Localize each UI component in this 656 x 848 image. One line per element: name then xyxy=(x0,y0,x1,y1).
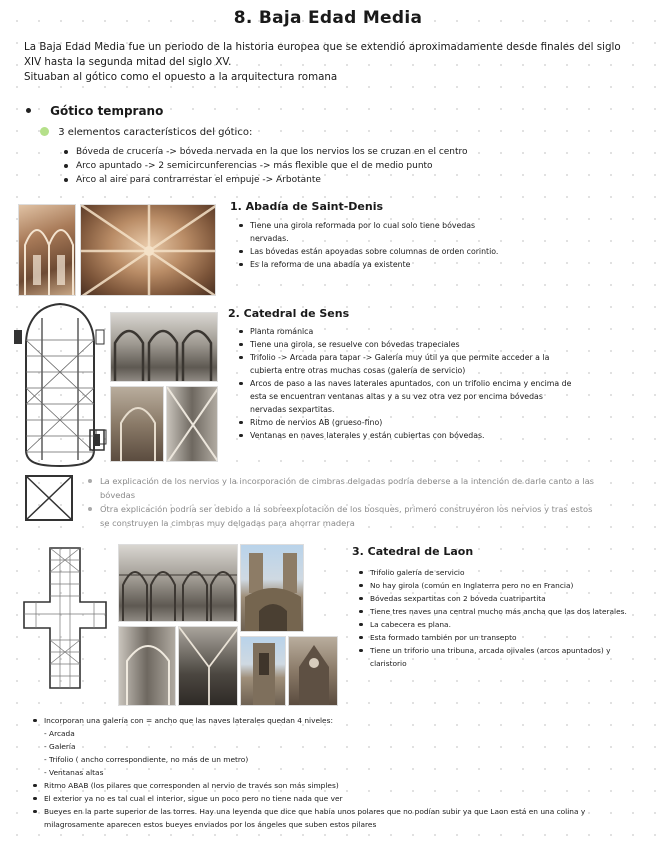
intro-paragraph xyxy=(24,40,630,85)
list-item: Planta románica xyxy=(236,325,576,338)
level-item: - Ventanas altas xyxy=(44,768,104,777)
laon-towers-illustration xyxy=(241,545,304,632)
green-bullet-icon xyxy=(40,127,49,136)
list-item: Otra explicación podría ser debido a la sobreexplotación de los bosques, primero construyeron los nervios y tras estos se construyen la cimbras muy delgadas para ahorrar madera xyxy=(84,502,604,530)
laon-interior-photo xyxy=(118,626,176,706)
vault-diagram xyxy=(24,474,74,522)
laon-floor-plan xyxy=(20,544,110,692)
laon-facade-photo xyxy=(240,544,304,632)
sens-nave-photo xyxy=(110,312,218,382)
saint-denis-vault-photo xyxy=(80,204,216,296)
sens-list xyxy=(236,325,576,442)
section-heading xyxy=(26,100,163,119)
pillar-detail-drawing xyxy=(88,428,106,452)
list-item: Es la reforma de una abadía ya existente xyxy=(236,258,504,271)
laon-tower-illustration xyxy=(241,637,286,706)
laon-nave-arches-illustration xyxy=(119,545,238,622)
level-item: - Trifolio ( ancho correspondiente, no más de un metro) xyxy=(44,755,249,764)
characteristics-heading xyxy=(40,127,252,138)
page-title: 8. Baja Edad Media xyxy=(233,8,423,28)
laon-tower-photo xyxy=(240,636,286,706)
list-item: La cabecera es plana. xyxy=(356,618,630,631)
list-item: Tiene tres naves una central mucho más ancha que las dos laterales. xyxy=(356,605,630,618)
list-item: Ritmo ABAB (los pilares que corresponden al nervio de través son más simples) xyxy=(30,779,634,792)
list-item: Arcos de paso a las naves laterales apuntados, con un trifolio encima y encima de esta se encuentran ventanas altas y a su vez otra vez por encima bóvedas nervadas sexpartitas. xyxy=(236,377,576,416)
saint-denis-list xyxy=(236,219,504,271)
saint-denis-heading: 1. Abadía de Saint-Denis xyxy=(230,200,384,213)
rib-vault-illustration xyxy=(81,205,216,296)
laon-list xyxy=(356,566,630,670)
list-item: Arco al aire para contrarrestar el empuje -> Arbotante xyxy=(60,173,620,187)
list-item: No hay girola (común en Inglaterra pero no en Francia) xyxy=(356,579,630,592)
vault-ribs-illustration xyxy=(167,387,218,462)
list-item: Esta formado también por un transepto xyxy=(356,631,630,644)
laon-ox-sculpture-illustration xyxy=(289,637,338,706)
list-item: Incorporan una galería con = ancho que las naves laterales quedan 4 niveles: xyxy=(30,714,634,727)
intro-line-1: La Baja Edad Media fue un periodo de la historia europea que se extendió aproximadamente desde finales del siglo XIV hasta la segunda mitad del siglo XV. xyxy=(24,41,621,68)
list-item: Tiene un triforio una tribuna, arcada ojivales (arcos apuntados) y claristorio xyxy=(356,644,630,670)
bullet-dot-icon xyxy=(26,108,31,113)
sens-aisle-photo xyxy=(110,386,164,462)
sens-nave-arches-illustration xyxy=(111,313,218,382)
aisle-arch-illustration xyxy=(111,387,164,462)
notes-list xyxy=(84,474,604,530)
characteristics-list xyxy=(60,145,620,187)
list-item: Tiene una girola, se resuelve con bóvedas trapeciales xyxy=(236,338,576,351)
list-item: El exterior ya no es tal cual el interior, sigue un poco pero no tiene nada que ver xyxy=(30,792,634,805)
list-item: La explicación de los nervios y la incorporación de cimbras delgadas podría deberse a la intención de darle canto a las bóvedas xyxy=(84,474,604,502)
list-item: Bóveda de crucería -> bóveda nervada en la que los nervios los se cruzan en el centro xyxy=(60,145,620,159)
laon-heading: 3. Catedral de Laon xyxy=(352,545,474,558)
list-item: Tiene una girola reformada por lo cual solo tiene bóvedas nervadas. xyxy=(236,219,504,245)
laon-crossing-illustration xyxy=(179,627,238,706)
list-item: Arco apuntado -> 2 semicircunferencias -> más flexible que el de medio punto xyxy=(60,159,620,173)
level-item: - Arcada xyxy=(44,729,75,738)
sens-vault-photo xyxy=(166,386,218,462)
sens-heading: 2. Catedral de Sens xyxy=(228,307,350,320)
list-item: Bueyes en la parte superior de las torres. Hay una leyenda que dice que había unos polares que no podían subir ya que Laon está en una colina y milagrosamente aparecen estos bueyes enviados por los ángeles que suben estos pilares xyxy=(30,805,634,831)
list-item: Trifolio galería de servicio xyxy=(356,566,630,579)
laon-interior-arch-illustration xyxy=(119,627,176,706)
list-item: Ritmo de nervios AB (grueso-fino) xyxy=(236,416,576,429)
saint-denis-interior-photo xyxy=(18,204,76,296)
laon-crossing-photo xyxy=(178,626,238,706)
bottom-list xyxy=(30,714,634,831)
laon-nave-photo xyxy=(118,544,238,622)
list-item: Las bóvedas están apoyadas sobre columnas de orden corintio. xyxy=(236,245,504,258)
saint-denis-arches-illustration xyxy=(19,205,76,296)
section-heading-label: Gótico temprano xyxy=(50,104,164,118)
intro-line-2: Situaban al gótico como el opuesto a la arquitectura romana xyxy=(24,71,338,83)
list-item: Ventanas en naves laterales y están cubiertas con bóvedas. xyxy=(236,429,576,442)
characteristics-heading-label: 3 elementos característicos del gótico: xyxy=(58,127,253,138)
list-item: Bóvedas sexpartitas con 2 bóveda cuatripartita xyxy=(356,592,630,605)
laon-oxen-photo xyxy=(288,636,338,706)
list-item: Trifolio -> Arcada para tapar -> Galería muy útil ya que permite acceder a la cubierta entre otras muchas cosas (galería de servicio) xyxy=(236,351,576,377)
level-item: - Galería xyxy=(44,742,76,751)
